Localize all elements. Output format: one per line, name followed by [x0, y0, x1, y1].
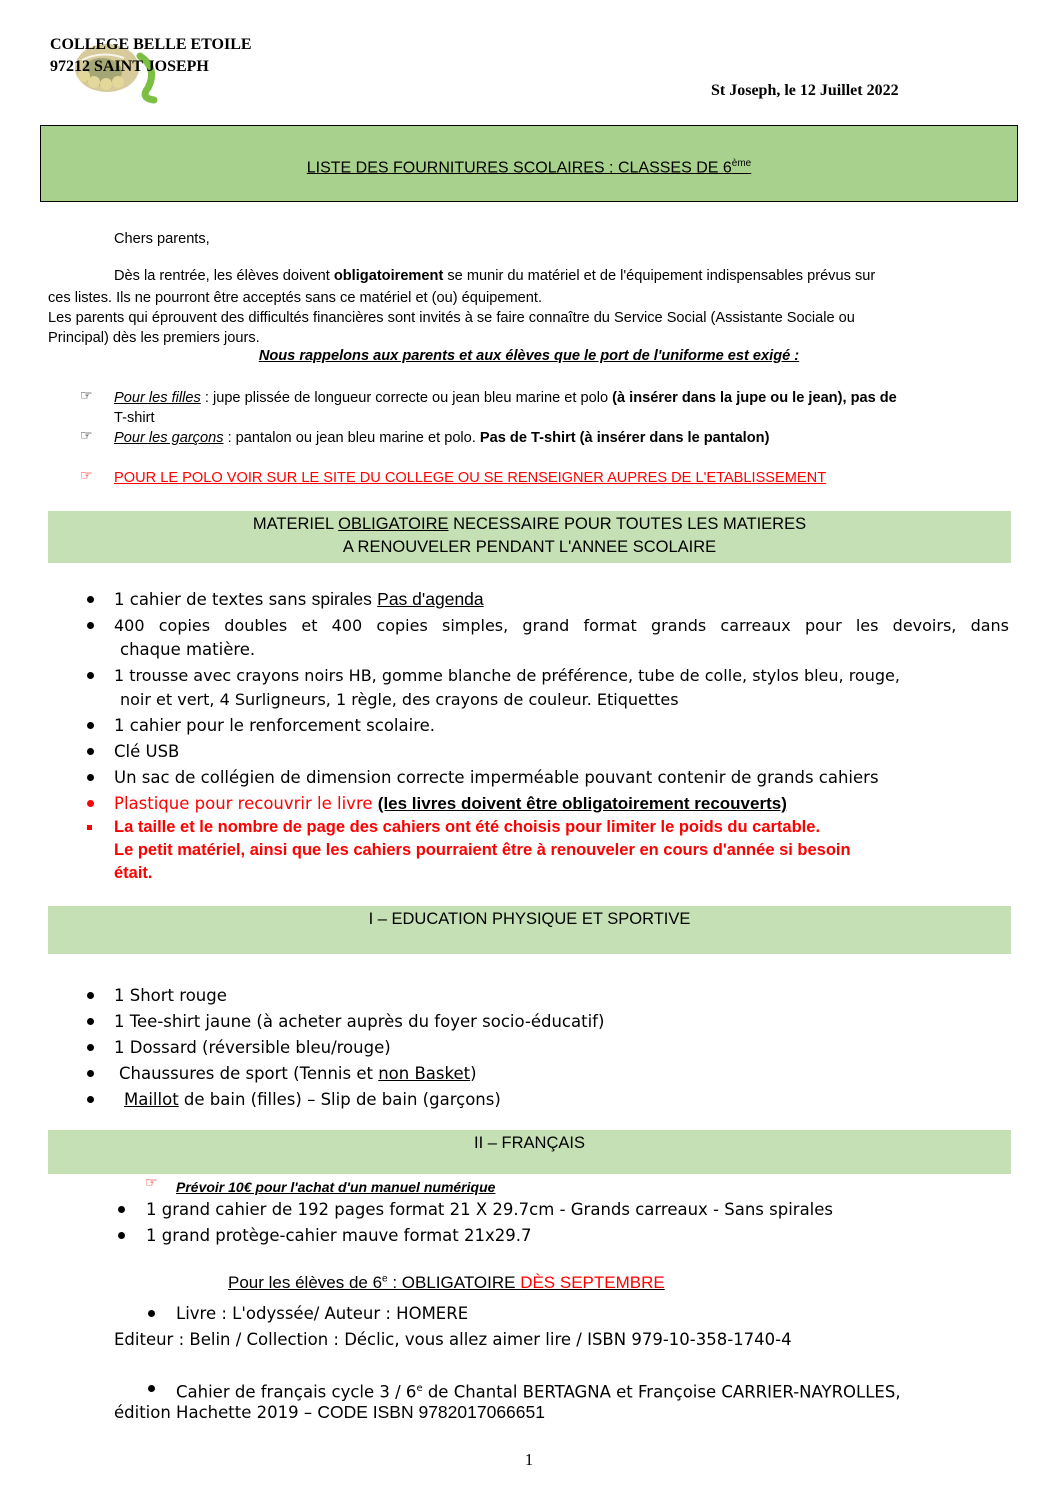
- book-2-l2-a: édition Hachette 2019 –: [114, 1403, 318, 1422]
- section-general-line1-b: NECESSAIRE POUR TOUTES LES MATIERES: [448, 515, 807, 533]
- intro-paragraph-2-line-1: Les parents qui éprouvent des difficultés financières sont invités à se faire connaître du Service Social (Assistante Sociale ou: [48, 310, 855, 326]
- list-item-continued: noir et vert, 4 Surligneurs, 1 règle, des crayons de couleur. Etiquettes: [120, 690, 679, 709]
- uniform-boys-label: Pour les garçons: [114, 430, 224, 446]
- page-title-sup: ème: [731, 158, 752, 169]
- book-1-line-2: Editeur : Belin / Collection : Déclic, vous allez aimer lire / ISBN 979-10-358-1740-4: [114, 1330, 792, 1349]
- bullet-icon: [87, 722, 94, 729]
- school-name: COLLEGE BELLE ETOILE: [50, 36, 252, 53]
- uniform-girls-line-2: T-shirt: [114, 410, 155, 426]
- intro-paragraph-2-line-2: Principal) dès les premiers jours.: [48, 330, 260, 346]
- section-general-title-line-1: [48, 513, 1011, 536]
- section-fr-title: II – FRANÇAIS: [474, 1134, 585, 1152]
- bullet-icon: [87, 1018, 94, 1025]
- book-2-line-2: [114, 1400, 545, 1425]
- section-general-line1-a: MATERIEL: [252, 515, 339, 533]
- list-item-continued: Le petit matériel, ainsi que les cahiers pourraient être à renouveler en cours d'année si besoin: [114, 841, 851, 859]
- list-item: [114, 791, 787, 816]
- general-item1-a: 1 cahier de textes sans: [114, 590, 312, 609]
- intro-p1-b: se munir du matériel et de l'équipement indispensables prévus sur: [443, 268, 876, 284]
- list-item: 1 trousse avec crayons noirs HB, gomme blanche de préférence, tube de colle, stylos bleu, rouge,: [114, 666, 900, 685]
- book-2-l2-b: CODE ISBN 9782017066651: [317, 1402, 545, 1422]
- bullet-icon: [87, 1044, 94, 1051]
- section-eps-header: [48, 906, 1011, 954]
- fr-note: Prévoir 10€ pour l'achat d'un manuel numérique: [176, 1179, 496, 1195]
- list-item: 1 Short rouge: [114, 986, 227, 1005]
- place-date: St Joseph, le 12 Juillet 2022: [711, 82, 899, 99]
- pointing-hand-icon: ☞: [80, 428, 93, 444]
- book-1-line-1: Livre : L'odyssée/ Auteur : HOMERE: [176, 1304, 469, 1323]
- uniform-girls-label: Pour les filles: [114, 390, 201, 406]
- uniform-notice: Nous rappelons aux parents et aux élèves que le port de l'uniforme est exigé :: [258, 348, 800, 364]
- fr-mandatory-a: Pour les élèves de 6: [228, 1273, 383, 1292]
- uniform-girls-bold: (à insérer dans la jupe ou le jean), pas de: [612, 390, 897, 406]
- bullet-icon: [87, 800, 94, 807]
- page-title-text: LISTE DES FOURNITURES SCOLAIRES : CLASSES DE 6: [306, 159, 732, 177]
- bullet-icon: [87, 1070, 94, 1077]
- bullet-icon: [118, 1232, 125, 1239]
- fr-mandatory-sup: e: [382, 1273, 388, 1285]
- pointing-hand-icon: ☞: [80, 468, 93, 484]
- section-fr-header: [48, 1130, 1011, 1174]
- intro-paragraph-1-line-2: ces listes. Ils ne pourront être acceptés sans ce matériel et (ou) équipement.: [48, 290, 542, 306]
- general-item1-d: Pas d'agenda: [377, 589, 484, 609]
- general-item1-b: spirales: [311, 589, 372, 609]
- bullet-icon: [148, 1385, 155, 1392]
- list-item: 1 Tee-shirt jaune (à acheter auprès du foyer socio-éducatif): [114, 1012, 605, 1031]
- list-item: 1 Dossard (réversible bleu/rouge): [114, 1038, 391, 1057]
- intro-p1-a: Dès la rentrée, les élèves doivent: [114, 268, 334, 284]
- fr-mandatory-red: DÈS SEPTEMBRE: [520, 1273, 665, 1292]
- page-number: 1: [524, 1450, 534, 1469]
- eps-item5-u: Maillot: [124, 1090, 179, 1109]
- bullet-icon: [87, 596, 94, 603]
- section-eps-title: I – EDUCATION PHYSIQUE ET SPORTIVE: [368, 910, 691, 928]
- list-item: La taille et le nombre de page des cahiers ont été choisis pour limiter le poids du cartable.: [114, 818, 821, 836]
- list-item: 1 cahier pour le renforcement scolaire.: [114, 716, 436, 735]
- book-2-a: Cahier de français cycle 3 / 6: [176, 1382, 417, 1402]
- list-item: Clé USB: [114, 742, 180, 761]
- eps-item4-u: non Basket: [378, 1064, 471, 1083]
- greeting: Chers parents,: [114, 231, 210, 247]
- list-item: Un sac de collégien de dimension correcte imperméable pouvant contenir de grands cahiers: [114, 768, 879, 787]
- intro-p1-bold: obligatoirement: [333, 268, 444, 284]
- section-general-header: [48, 511, 1011, 563]
- section-general-line1-u: OBLIGATOIRE: [338, 515, 449, 533]
- general-item7-b: (les livres doivent être obligatoirement recouverts): [377, 794, 787, 813]
- list-item: [124, 1087, 501, 1112]
- uniform-boys-bold: Pas de T-shirt (à insérer dans le pantalon): [479, 430, 770, 446]
- bullet-icon: [87, 672, 94, 679]
- eps-item4-b: ): [470, 1064, 477, 1083]
- intro-paragraph-1: [114, 266, 875, 286]
- pointing-hand-icon: ☞: [80, 388, 93, 404]
- uniform-boys: [114, 428, 769, 448]
- section-general-title-line-2: A RENOUVELER PENDANT L'ANNEE SCOLAIRE: [342, 538, 717, 556]
- uniform-boys-text: : pantalon ou jean bleu marine et polo.: [223, 430, 480, 446]
- list-item: 1 grand cahier de 192 pages format 21 X 29.7cm - Grands carreaux - Sans spirales: [146, 1200, 834, 1219]
- list-item: 400 copies doubles et 400 copies simples, grand format grands carreaux pour les devoirs, dans: [114, 616, 1009, 635]
- bullet-icon: [87, 1096, 94, 1103]
- list-item-continued: chaque matière.: [120, 640, 256, 659]
- title-box: [40, 125, 1018, 202]
- list-item: [114, 587, 484, 612]
- school-address: 97212 SAINT JOSEPH: [50, 58, 209, 75]
- pointing-hand-icon: ☞: [145, 1175, 158, 1191]
- uniform-girls-text: : jupe plissée de longueur correcte ou jean bleu marine et polo: [200, 390, 613, 406]
- list-item-continued: était.: [114, 864, 153, 882]
- page-title: [41, 158, 1017, 177]
- list-item: [119, 1061, 477, 1086]
- bullet-icon: [87, 825, 92, 830]
- bullet-icon: [118, 1206, 125, 1213]
- bullet-icon: [87, 992, 94, 999]
- list-item: 1 grand protège-cahier mauve format 21x29.7: [146, 1226, 532, 1245]
- book-2-b: de Chantal BERTAGNA et Françoise CARRIER-NAYROLLES,: [422, 1382, 901, 1402]
- uniform-girls: [114, 388, 897, 408]
- bullet-icon: [87, 622, 94, 629]
- bullet-icon: [87, 774, 94, 781]
- general-item7-a: Plastique pour recouvrir le livre: [114, 794, 378, 813]
- book-2-sup: e: [416, 1383, 423, 1394]
- eps-item4-a: Chaussures de sport (Tennis et: [119, 1064, 379, 1083]
- bullet-icon: [87, 748, 94, 755]
- fr-mandatory-b: : OBLIGATOIRE: [387, 1273, 521, 1292]
- bullet-icon: [148, 1310, 155, 1317]
- fr-mandatory-heading: [228, 1273, 665, 1293]
- eps-item5-b: de bain (filles) – Slip de bain (garçons): [178, 1090, 501, 1109]
- polo-notice: POUR LE POLO VOIR SUR LE SITE DU COLLEGE OU SE RENSEIGNER AUPRES DE L'ETABLISSEMENT: [114, 470, 827, 486]
